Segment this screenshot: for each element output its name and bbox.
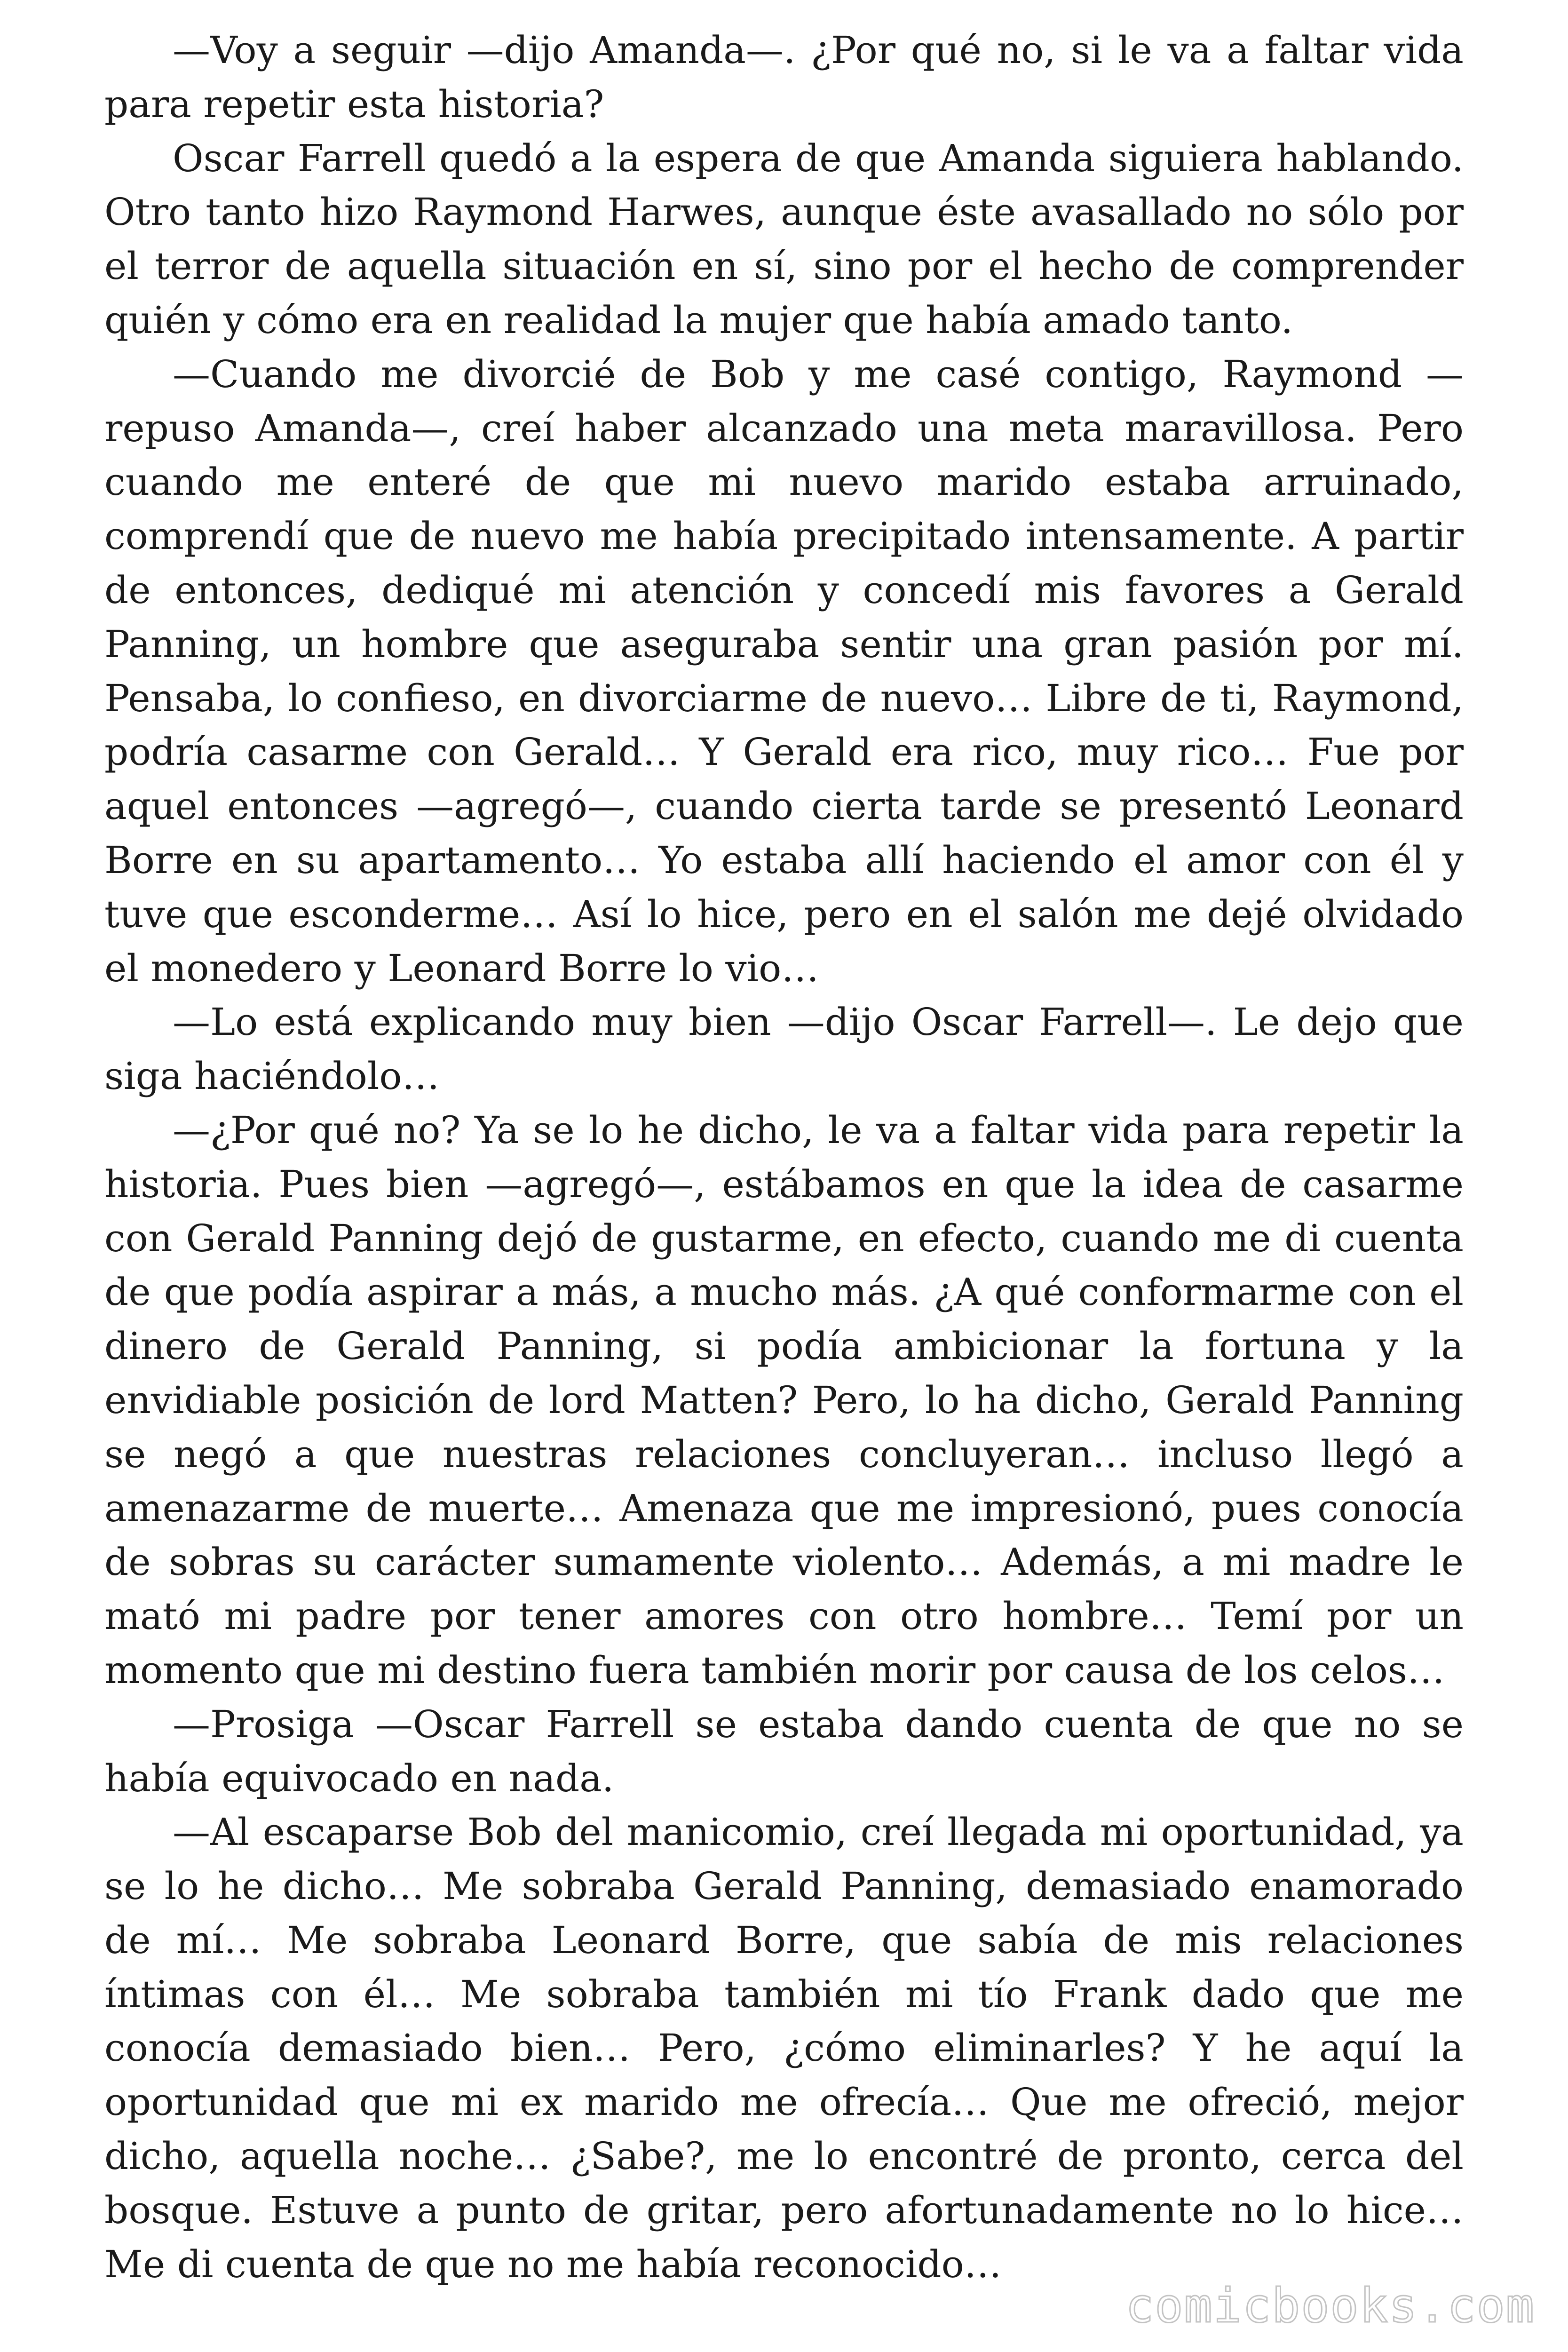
paragraph-3: —Cuando me divorcié de Bob y me casé contigo, Raymond —repuso Amanda—, creí haber alcanzado una meta maravillosa. Pero cuando me enteré de que mi nuevo marido estaba arruinado, comprendí que de nuevo me había precipitado intensamente. A partir de entonces, dediqué mi atención y concedí mis favores a Gerald Panning, un hombre que aseguraba sentir una gran pasión por mí. Pensaba, lo confieso, en divorciarme de nuevo… Libre de ti, Raymond, podría casarme con Gerald… Y Gerald era rico, muy rico… Fue por aquel entonces —agregó—, cuando cierta tarde se presentó Leonard Borre en su apartamento… Yo estaba allí haciendo el amor con él y tuve que esconderme… Así lo hice, pero en el salón me dejé olvidado el monedero y Leonard Borre lo vio… — [104, 352, 1464, 990]
paragraph-6: —Prosiga —Oscar Farrell se estaba dando cuenta de que no se había equivocado en nada. — [104, 1702, 1464, 1800]
paragraph-1: —Voy a seguir —dijo Amanda—. ¿Por qué no, si le va a faltar vida para repetir esta historia? — [104, 28, 1464, 126]
book-page-text — [104, 24, 1464, 2291]
paragraph-7: —Al escaparse Bob del manicomio, creí llegada mi oportunidad, ya se lo he dicho… Me sobraba Gerald Panning, demasiado enamorado de mí… Me sobraba Leonard Borre, que sabía de mis relaciones íntimas con él… Me sobraba también mi tío Frank dado que me conocía demasiado bien… Pero, ¿cómo eliminarles? Y he aquí la oportunidad que mi ex marido me ofrecía… Que me ofreció, mejor dicho, aquella noche… ¿Sabe?, me lo encontré de pronto, cerca del bosque. Estuve a punto de gritar, pero afortunadamente no lo hice… Me di cuenta de que no me había reconocido… — [104, 1810, 1464, 2286]
paragraph-2: Oscar Farrell quedó a la espera de que Amanda siguiera hablando. Otro tanto hizo Raymond Harwes, aunque éste avasallado no sólo por el terror de aquella situación en sí, sino por el hecho de comprender quién y cómo era en realidad la mujer que había amado tanto. — [104, 136, 1464, 342]
paragraph-4: —Lo está explicando muy bien —dijo Oscar Farrell—. Le dejo que siga haciéndolo… — [104, 1000, 1464, 1098]
site-watermark: comicbooks.com — [1125, 2278, 1535, 2333]
paragraph-5: —¿Por qué no? Ya se lo he dicho, le va a faltar vida para repetir la historia. Pues bien —agregó—, estábamos en que la idea de casarme con Gerald Panning dejó de gustarme, en efecto, cuando me di cuenta de que podía aspirar a más, a mucho más. ¿A qué conformarme con el dinero de Gerald Panning, si podía ambicionar la fortuna y la envidiable posición de lord Matten? Pero, lo ha dicho, Gerald Panning se negó a que nuestras relaciones concluyeran… incluso llegó a amenazarme de muerte… Amenaza que me impresionó, pues conocía de sobras su carácter sumamente violento… Además, a mi madre le mató mi padre por tener amores con otro hombre… Temí por un momento que mi destino fuera también morir por causa de los celos… — [104, 1108, 1464, 1692]
